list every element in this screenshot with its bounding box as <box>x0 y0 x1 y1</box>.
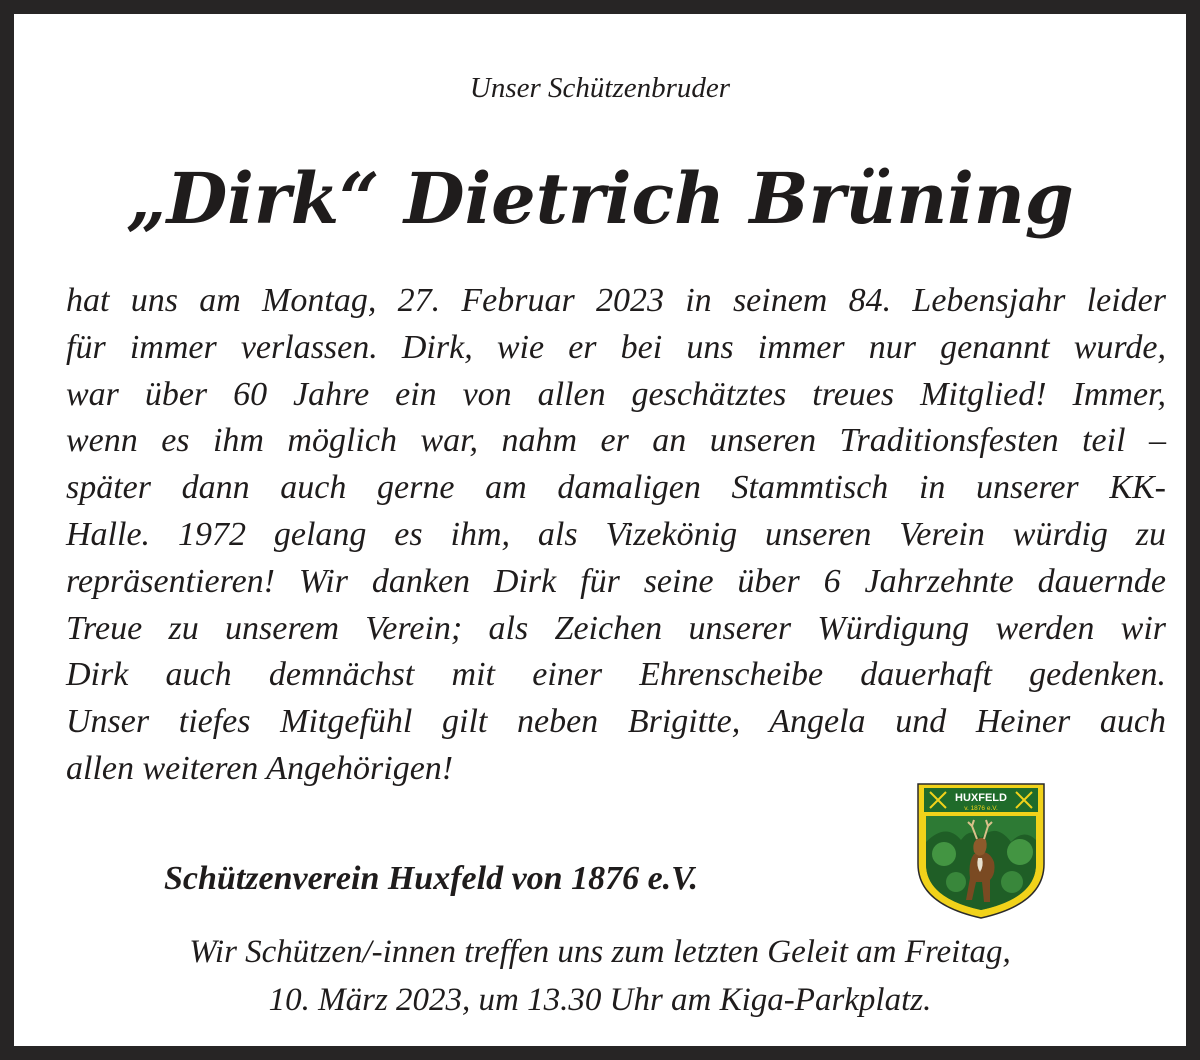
body-line: war über 60 Jahre ein von allen geschätztes treues Mitglied! Immer, <box>66 375 1166 413</box>
club-signature: Schützenverein Huxfeld von 1876 e.V. <box>164 860 698 897</box>
body-line: repräsentieren! Wir danken Dirk für seine über 6 Jahrzehnte dauernde <box>66 562 1166 600</box>
body-line: Unser tiefes Mitgefühl gilt neben Brigitte, Angela und Heiner auch <box>66 703 1166 741</box>
deer-crest-icon <box>916 782 1046 920</box>
emblem-subtitle: v. 1876 e.V. <box>964 805 998 812</box>
deceased-name: „Dirk“ Dietrich Brüning <box>126 157 1074 240</box>
body-line: Treue zu unserem Verein; als Zeichen unserer Würdigung werden wir <box>66 609 1166 647</box>
body-line: allen weiteren Angehörigen! <box>66 749 454 787</box>
body-line: für immer verlassen. Dirk, wie er bei uns immer nur genannt wurde, <box>66 328 1166 366</box>
funeral-info-line: Wir Schützen/-innen treffen uns zum letzten Geleit am Freitag, <box>189 934 1011 970</box>
intro-line: Unser Schützenbruder <box>469 72 731 104</box>
body-line: hat uns am Montag, 27. Februar 2023 in seinem 84. Lebensjahr leider <box>66 282 1166 319</box>
body-line: Dirk auch demnächst mit einer Ehrenscheibe dauerhaft gedenken. <box>66 656 1166 694</box>
body-line: später dann auch gerne am damaligen Stammtisch in unserer KK- <box>66 469 1166 507</box>
body-line: Halle. 1972 gelang es ihm, als Vizekönig unseren Verein würdig zu <box>66 515 1166 553</box>
body-line: wenn es ihm möglich war, nahm er an unseren Traditionsfesten teil – <box>66 422 1166 460</box>
club-emblem <box>916 782 1046 920</box>
emblem-title: HUXFELD <box>955 792 1007 804</box>
funeral-info <box>14 928 1186 1024</box>
notice-body <box>66 278 1166 793</box>
funeral-info-line: 10. März 2023, um 13.30 Uhr am Kiga-Parkplatz. <box>268 982 932 1018</box>
